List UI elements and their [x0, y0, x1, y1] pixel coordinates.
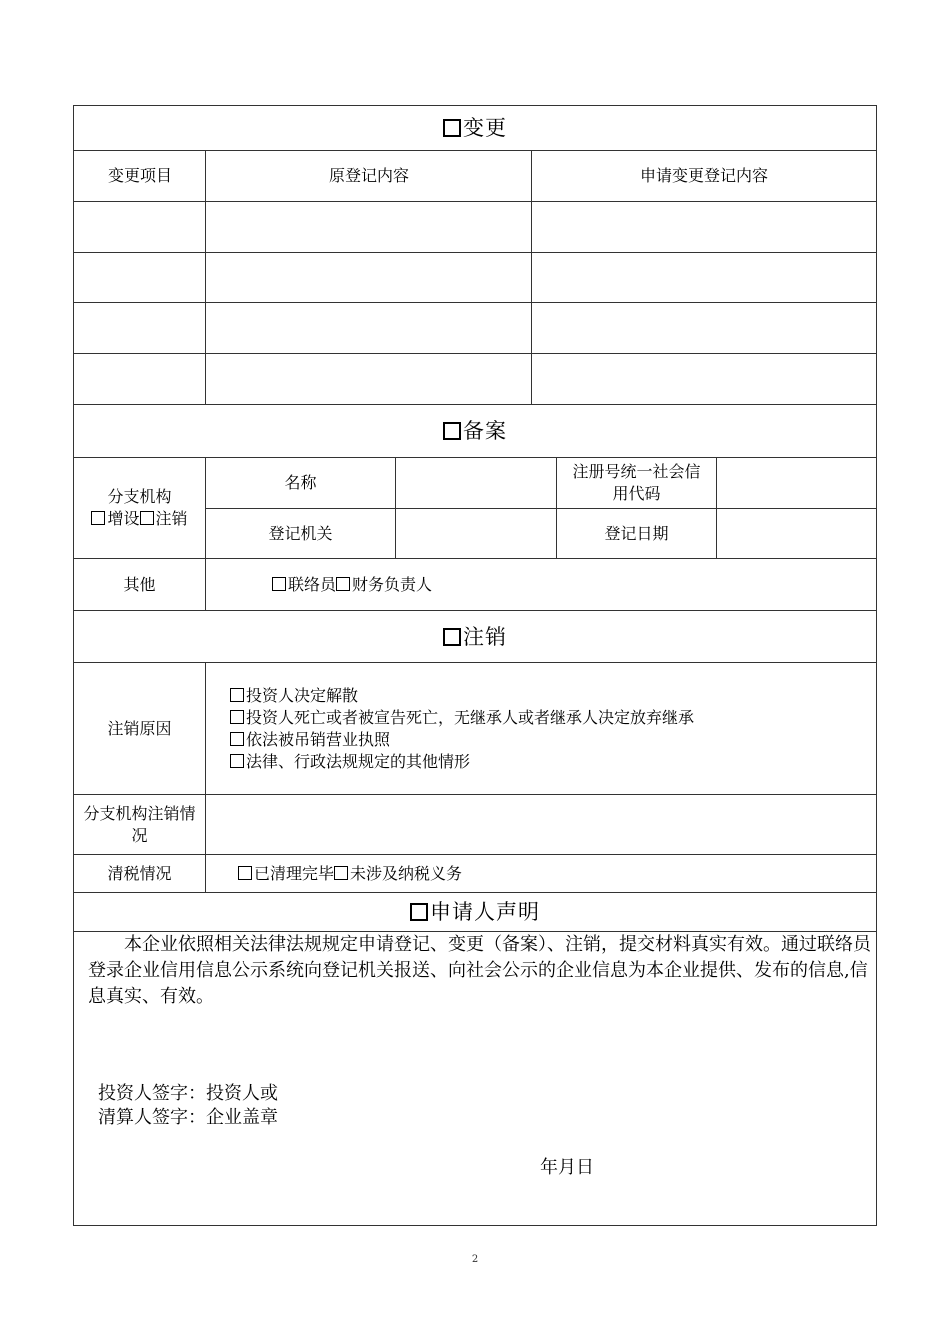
section-title: 申请人声明 [430, 900, 540, 924]
reason-text: 法律、行政法规规定的其他情形 [246, 751, 471, 771]
branch-cancel-field[interactable] [206, 795, 876, 854]
reg-no-field[interactable] [717, 458, 876, 508]
other-label: 其他 [123, 574, 156, 594]
investor-signature: 投资人签字：投资人或 [98, 1083, 278, 1104]
branch-cancel-label: 分支机构注销情况 [83, 803, 196, 845]
reason-item [230, 685, 358, 707]
branch-add-checkbox[interactable] [91, 511, 105, 525]
tax-options-line [238, 863, 462, 885]
other-options [206, 559, 876, 610]
tax-none-checkbox[interactable] [334, 866, 348, 880]
declaration-text: 本企业依照相关法律法规规定申请登记、变更（备案）、注销，提交材料真实有效。通过联络员登录企业信用信息公示系统向登记机关报送、向社会公示的企业信息为本企业提供、发布的信息,信息真实、有效。 [88, 934, 871, 1007]
change-row-3-original[interactable] [206, 303, 531, 353]
change-row-2-original[interactable] [206, 253, 531, 302]
authority-label: 登记机关 [268, 523, 333, 543]
change-row-3-requested[interactable] [532, 303, 876, 353]
reason-label: 注销原因 [107, 718, 172, 738]
liaison-label: 联络员 [288, 574, 337, 594]
tax-none-label: 未涉及纳税义务 [350, 863, 463, 883]
other-options-line [272, 574, 432, 596]
tax-label: 清税情况 [107, 863, 172, 883]
header-change-item: 变更项目 [107, 165, 172, 185]
liaison-checkbox[interactable] [272, 577, 286, 591]
reason-item [230, 707, 694, 729]
section-change-title [74, 106, 876, 150]
change-row-3-item[interactable] [74, 303, 205, 353]
filing-checkbox[interactable] [443, 422, 461, 440]
reason-list [230, 685, 694, 773]
branch-label: 分支机构 [107, 487, 172, 506]
tax-done-label: 已清理完毕 [254, 863, 335, 883]
finance-checkbox[interactable] [336, 577, 350, 591]
reason-item [230, 751, 470, 773]
registration-form [73, 105, 877, 1226]
change-row-2-item[interactable] [74, 253, 205, 302]
section-declaration-title [74, 893, 876, 931]
reason-checkbox[interactable] [230, 754, 244, 768]
header-original-content: 原登记内容 [328, 165, 409, 185]
change-checkbox[interactable] [443, 119, 461, 137]
section-title: 变更 [463, 116, 507, 140]
reason-options [206, 663, 876, 794]
authority-field[interactable] [396, 509, 556, 558]
branch-add-label: 增设 [107, 509, 140, 528]
page-number: 2 [471, 1254, 479, 1265]
name-label: 名称 [284, 473, 317, 492]
change-row-1-original[interactable] [206, 202, 531, 252]
reg-date-field[interactable] [717, 509, 876, 558]
reason-text: 依法被吊销营业执照 [246, 729, 391, 749]
section-title: 备案 [463, 419, 507, 443]
branch-cancel-checkbox[interactable] [140, 511, 154, 525]
declaration-checkbox[interactable] [410, 903, 428, 921]
change-row-1-requested[interactable] [532, 202, 876, 252]
section-filing-title [74, 405, 876, 457]
header-requested-content: 申请变更登记内容 [639, 165, 768, 185]
reason-text: 投资人决定解散 [246, 685, 359, 705]
tax-done-checkbox[interactable] [238, 866, 252, 880]
name-field[interactable] [396, 458, 556, 508]
change-row-1-item[interactable] [74, 202, 205, 252]
reg-date-label: 登记日期 [604, 523, 669, 543]
reason-checkbox[interactable] [230, 688, 244, 702]
reason-checkbox[interactable] [230, 732, 244, 746]
branch-label-cell [74, 458, 205, 558]
section-title: 注销 [463, 624, 507, 649]
change-row-4-item[interactable] [74, 354, 205, 404]
section-cancel-title [74, 611, 876, 662]
branch-options [91, 508, 187, 530]
liquidator-signature: 清算人签字：企业盖章 [98, 1107, 278, 1128]
reason-text: 投资人死亡或者被宣告死亡，无继承人或者继承人决定放弃继承 [246, 707, 695, 727]
change-row-4-original[interactable] [206, 354, 531, 404]
branch-cancel-label: 注销 [155, 509, 188, 528]
change-row-2-requested[interactable] [532, 253, 876, 302]
reason-checkbox[interactable] [230, 710, 244, 724]
change-row-4-requested[interactable] [532, 354, 876, 404]
cancel-checkbox[interactable] [443, 628, 461, 646]
finance-label: 财务负责人 [352, 574, 433, 594]
reason-item [230, 729, 390, 751]
declaration-date: 年月日 [540, 1157, 594, 1178]
tax-options [206, 855, 876, 892]
reg-no-label: 注册号统一社会信用代码 [572, 462, 701, 503]
